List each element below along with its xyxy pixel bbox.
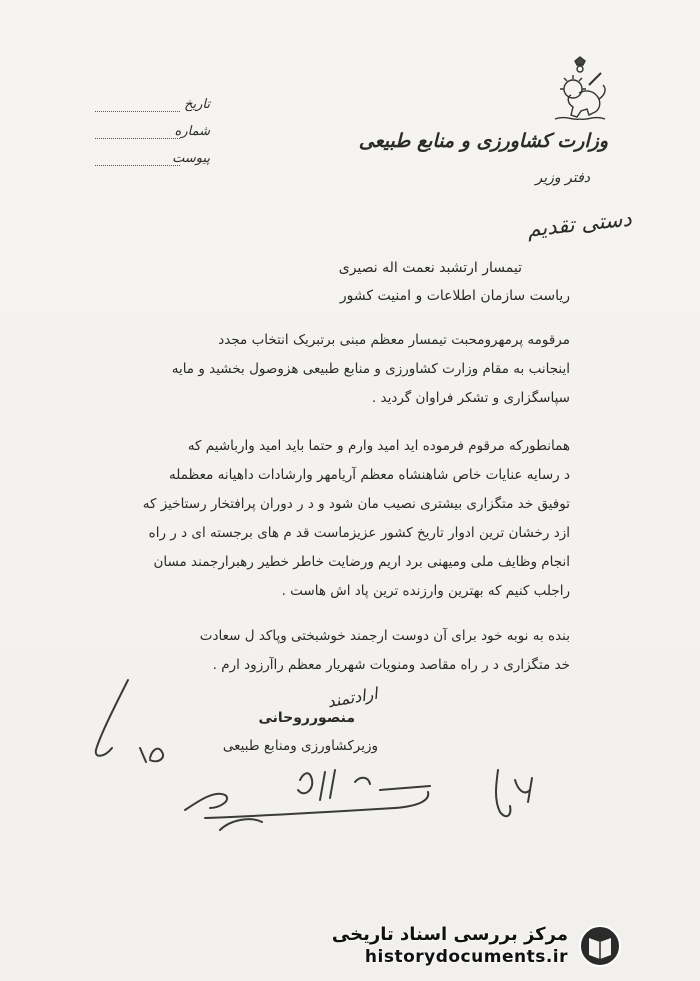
watermark-text <box>332 924 568 968</box>
paragraph-line: سپاسگزاری و تشکر فراوان گردید . <box>371 390 570 406</box>
paragraph-2 <box>140 432 570 606</box>
date-label: تاریخ <box>184 97 210 112</box>
handwritten-note: دستی تقدیم <box>526 206 633 242</box>
paragraph-line: راجلب کنیم که بهترین وارزنده ترین پاد اش هاست . <box>281 583 570 599</box>
number-label: شماره <box>174 124 210 139</box>
office-label: دفتر وزیر <box>535 170 590 186</box>
lion-and-sun-emblem-icon <box>545 55 615 125</box>
paragraph-line: توفیق خد متگزاری بیشتری نصیب مان شود و د ر دوران پرافتخار رستاخیز که <box>142 496 570 512</box>
signature-closing: ارادتمند <box>326 683 380 712</box>
paragraph-line: ازد رخشان ترین ادوار تاریخ کشور عزیزماست قد م های برجسته ای د ر راه <box>148 525 570 541</box>
paragraph-line: مرقومه پرمهرومحبت تیمسار معظم مبنی برتبریک انتخاب مجدد <box>218 332 570 348</box>
paragraph-line: د رسایه عنایات خاص شاهنشاه معظم آریامهر وارشادات داهیانه معظمله <box>169 467 570 483</box>
watermark <box>332 922 622 970</box>
signer-title: وزیرکشاورزی ومنابع طبیعی <box>222 738 378 754</box>
attachment-field <box>95 151 210 173</box>
ministry-title: وزارت کشاورزی و منابع طبیعی <box>358 130 608 152</box>
date-line <box>95 111 180 112</box>
date-field <box>95 97 210 119</box>
paragraph-line: خد متگزاری د ر راه مقاصد ومنویات شهریار معظم راآرزود ارم . <box>212 657 570 673</box>
paragraph-1 <box>140 326 570 413</box>
watermark-fa: مرکز بررسی اسناد تاریخی <box>331 924 568 945</box>
paragraph-line: همانطورکه مرقوم فرموده اید امید وارم و حتما باید امید وارباشیم که <box>187 438 570 454</box>
recipient-title: ریاست سازمان اطلاعات و امنیت کشور <box>339 288 570 304</box>
attachment-line <box>95 165 180 166</box>
book-logo-icon <box>578 924 622 968</box>
recipient-name: تیمسار ارتشبد نعمت اله نصیری <box>338 260 522 276</box>
signer-name: منصورروحانی <box>258 710 355 726</box>
watermark-en: historydocuments.ir <box>364 947 568 967</box>
number-line <box>95 138 180 139</box>
paragraph-line: انجام وظایف ملی ومیهنی برد اریم ورضایت خاطر خطیر رهبرارجمند مسان <box>153 554 570 570</box>
number-field <box>95 124 210 146</box>
paragraph-line: بنده به نوبه خود برای آن دوست ارجمند خوشبختی وپاکد ل سعادت <box>199 628 570 644</box>
paragraph-line: اینجانب به مقام وزارت کشاورزی و منابع طبیعی هزوصول بخشید و مایه <box>171 361 570 377</box>
handwritten-signatures <box>0 640 700 870</box>
attachment-label: پیوست <box>172 151 210 166</box>
